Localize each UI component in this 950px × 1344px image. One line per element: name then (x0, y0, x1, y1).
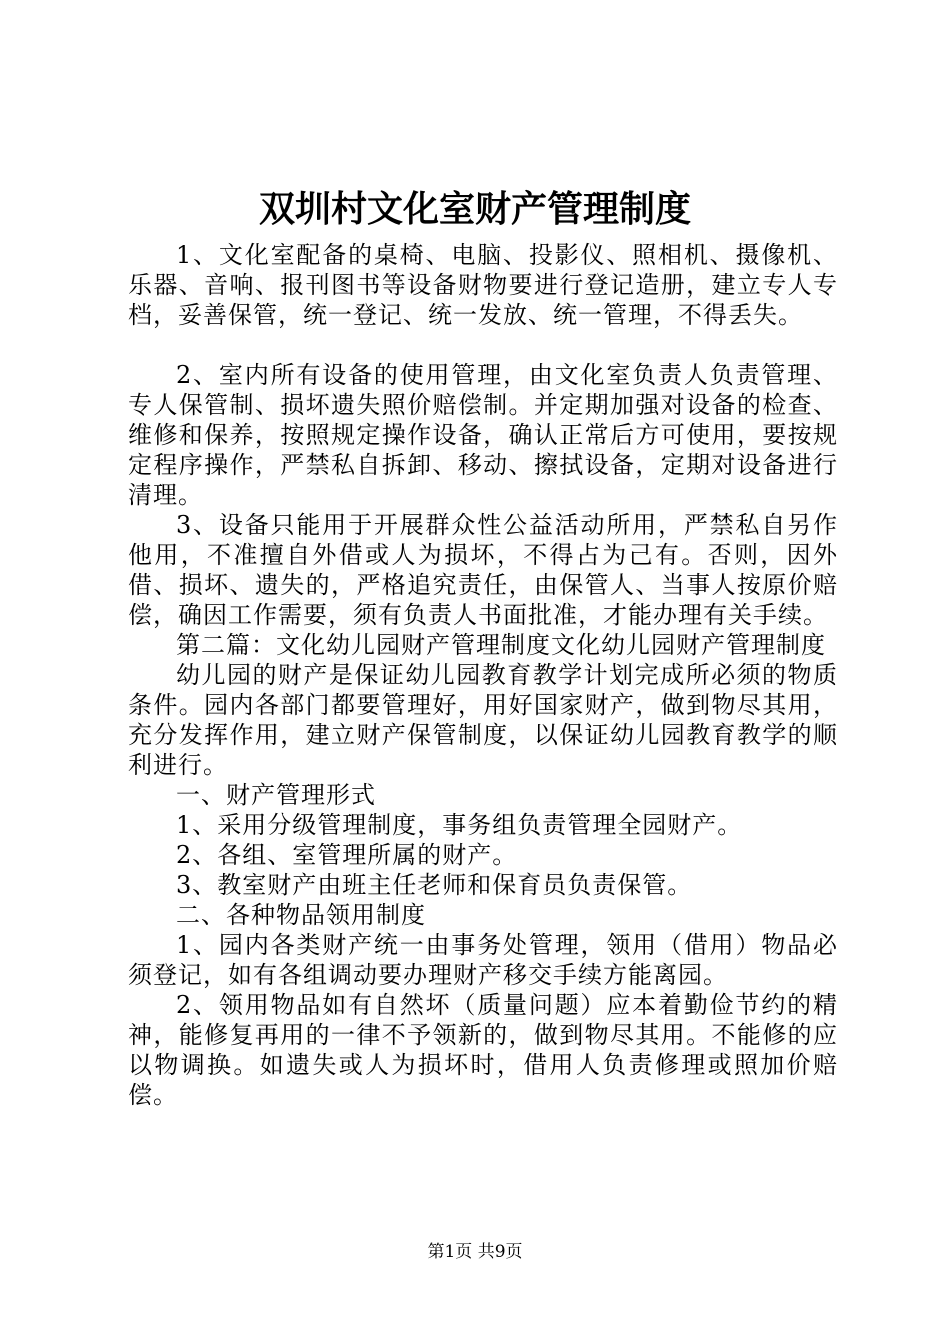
paragraph-1: 1、文化室配备的桌椅、电脑、投影仪、照相机、摄像机、乐器、音响、报刊图书等设备财物要进行登记造册，建立专人专档，妥善保管，统一登记、统一发放、统一管理，不得丢失。 (128, 241, 838, 329)
list-item: 3、教室财产由班主任老师和保育员负责保管。 (176, 871, 693, 899)
paragraph-intro: 幼儿园的财产是保证幼儿园教育教学计划完成所必须的物质条件。园内各部门都要管理好，用好国家财产，做到物尽其用，充分发挥作用，建立财产保管制度，以保证幼儿园教育教学的顺利进行。 (128, 661, 838, 779)
page-footer: 第1页 共9页 (427, 1242, 523, 1262)
list-item: 2、领用物品如有自然坏（质量问题）应本着勤俭节约的精神，能修复再用的一律不予领新的，做到物尽其用。不能修的应以物调换。如遗失或人为损坏时，借用人负责修理或照加价赔偿。 (128, 991, 838, 1109)
paragraph-gap (128, 330, 838, 360)
paragraph-2: 2、室内所有设备的使用管理，由文化室负责人负责管理、专人保管制、损坏遗失照价赔偿制。并定期加强对设备的检查、维修和保养，按照规定操作设备，确认正常后方可使用，要按规定程序操作，严禁私自拆卸、移动、擦拭设备，定期对设备进行清理。 (128, 361, 838, 509)
section-heading-part-two: 第二篇：文化幼儿园财产管理制度文化幼儿园财产管理制度 (176, 631, 826, 659)
paragraph-3: 3、设备只能用于开展群众性公益活动所用，严禁私自另作他用，不准擅自外借或人为损坏，不得占为己有。否则，因外借、损坏、遗失的，严格追究责任，由保管人、当事人按原价赔偿，确因工作需要，须有负责人书面批准，才能办理有关手续。 (128, 511, 838, 629)
document-body (128, 240, 838, 1110)
document-title: 双圳村文化室财产管理制度 (258, 188, 691, 230)
section-heading-2: 二、各种物品领用制度 (176, 901, 426, 929)
list-item: 2、各组、室管理所属的财产。 (176, 841, 518, 869)
section-heading-1: 一、财产管理形式 (176, 781, 376, 809)
list-item: 1、采用分级管理制度，事务组负责管理全园财产。 (176, 811, 743, 839)
list-item: 1、园内各类财产统一由事务处管理，领用（借用）物品必须登记，如有各组调动要办理财产移交手续方能离园。 (128, 931, 838, 989)
